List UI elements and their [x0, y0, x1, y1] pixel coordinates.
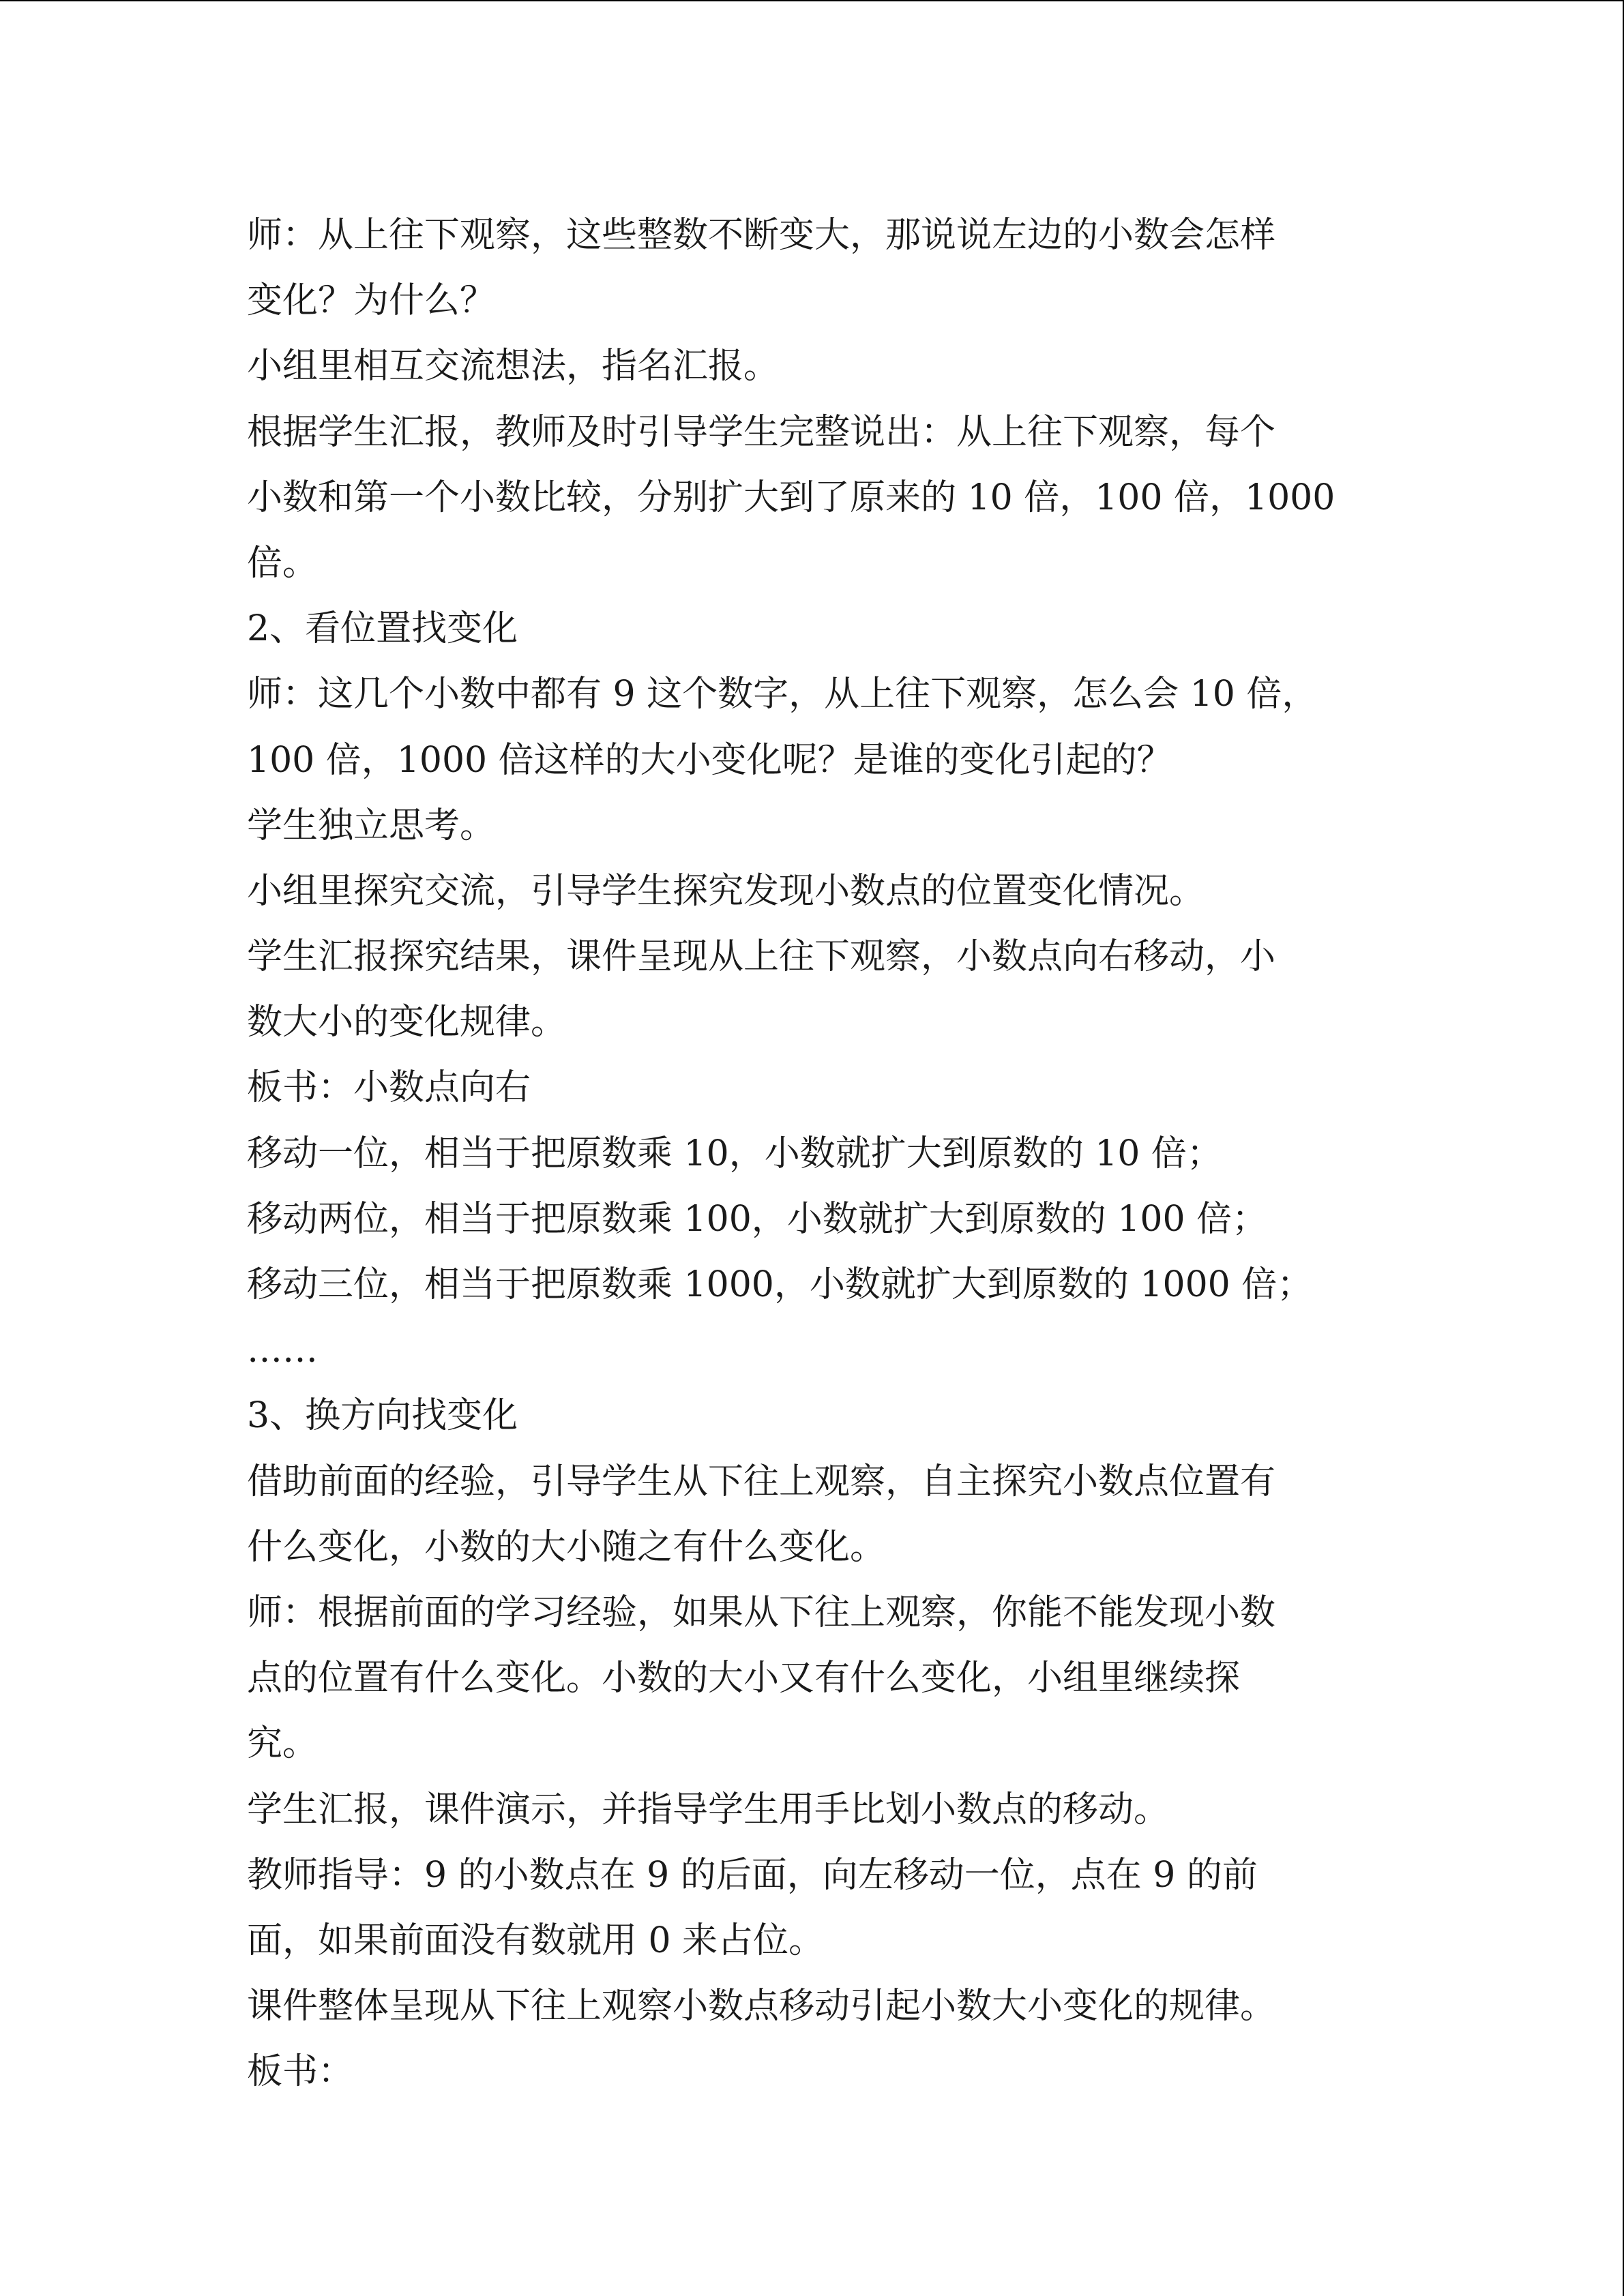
text-line: 师：根据前面的学习经验，如果从下往上观察，你能不能发现小数: [247, 1592, 1276, 1633]
text-line: 变化？为什么？: [247, 280, 496, 322]
text-line: 课件整体呈现从下往上观察小数点移动引起小数大小变化的规律。: [247, 1986, 1276, 2027]
section-heading: 3、换方向找变化: [247, 1395, 518, 1437]
text-line: 板书：: [247, 2051, 354, 2093]
text-line: 究。: [247, 1723, 319, 1765]
text-line: 移动两位，相当于把原数乘 100，小数就扩大到原数的 100 倍；: [247, 1198, 1268, 1240]
text-line: 学生汇报，课件演示，并指导学生用手比划小数点的移动。: [247, 1789, 1170, 1830]
text-line: 教师指导：9 的小数点在 9 的后面，向左移动一位，点在 9 的前: [247, 1854, 1258, 1896]
text-line: 借助前面的经验，引导学生从下往上观察，自主探究小数点位置有: [247, 1461, 1276, 1502]
text-line: 移动三位，相当于把原数乘 1000，小数就扩大到原数的 1000 倍；: [247, 1264, 1313, 1305]
text-line: 移动一位，相当于把原数乘 10，小数就扩大到原数的 10 倍；: [247, 1133, 1222, 1174]
text-line: 100 倍，1000 倍这样的大小变化呢？是谁的变化引起的？: [247, 739, 1172, 781]
text-line: 面，如果前面没有数就用 0 来占位。: [247, 1920, 825, 1961]
section-heading: 2、看位置找变化: [247, 608, 518, 650]
body-text: [247, 203, 1379, 2104]
text-line: 小数和第一个小数比较，分别扩大到了原来的 10 倍，100 倍，1000: [247, 477, 1335, 518]
text-line: 板书：小数点向右: [247, 1067, 531, 1109]
text-line: 师：从上往下观察，这些整数不断变大，那说说左边的小数会怎样: [247, 215, 1276, 256]
text-line: 师：这几个小数中都有 9 这个数字，从上往下观察，怎么会 10 倍，: [247, 674, 1318, 715]
ellipsis-line: ……: [247, 1330, 318, 1371]
text-line: 根据学生汇报，教师及时引导学生完整说出：从上往下观察，每个: [247, 411, 1276, 453]
text-line: 学生汇报探究结果，课件呈现从上往下观察，小数点向右移动，小: [247, 936, 1276, 978]
text-line: 小组里探究交流，引导学生探究发现小数点的位置变化情况。: [247, 870, 1205, 912]
text-line: 点的位置有什么变化。小数的大小又有什么变化，小组里继续探: [247, 1658, 1241, 1699]
text-line: 倍。: [247, 542, 319, 584]
text-line: 什么变化，小数的大小随之有什么变化。: [247, 1526, 886, 1568]
text-line: 学生独立思考。: [247, 805, 496, 846]
text-line: 小组里相互交流想法，指名汇报。: [247, 346, 780, 387]
text-line: 数大小的变化规律。: [247, 1002, 567, 1043]
